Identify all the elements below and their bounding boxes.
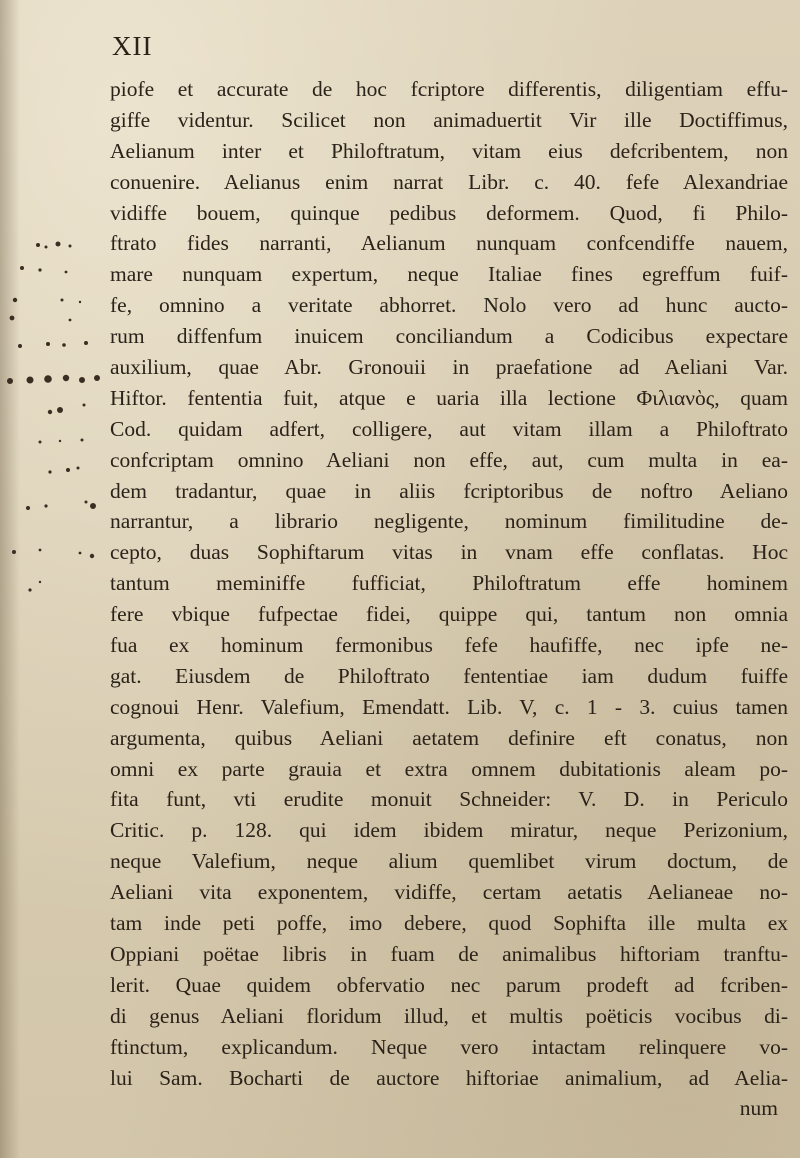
text-line: lerit. Quae quidem obfervatio nec parum prodeft ad fcriben- — [110, 972, 788, 997]
text-line: gat. Eiusdem de Philoftrato fententiae iam dudum fuiffe — [110, 663, 788, 688]
text-line: tantum meminiffe fufficiat, Philoftratum effe hominem — [110, 571, 788, 596]
text-line: ftrato fides narranti, Aelianum nunquam confcendiffe nauem, — [110, 231, 788, 256]
text-line: argumenta, quibus Aeliani aetatem definire eft conatus, non — [110, 725, 788, 750]
text-line: tam inde peti poffe, imo debere, quod Sophifta ille multa ex — [110, 911, 788, 936]
text-line: narrantur, a librario negligente, nominum fimilitudine de- — [110, 509, 788, 534]
catchword: num — [739, 1096, 778, 1121]
text-line: Aeliani vita exponentem, vidiffe, certam aetatis Aelianeae no- — [110, 880, 788, 905]
text-line: vidiffe bouem, quinque pedibus deformem. Quod, fi Philo- — [110, 200, 788, 225]
text-line: Aelianum inter et Philoftratum, vitam eius defcribentem, non — [110, 138, 788, 163]
text-line: dem tradantur, quae in aliis fcriptoribus de noftro Aeliano — [110, 478, 788, 503]
text-line: fua ex hominum fermonibus fefe haufiffe, nec ipfe ne- — [110, 633, 788, 658]
text-line: di genus Aeliani floridum illud, et multis poëticis vocibus di- — [110, 1003, 788, 1028]
text-line: cognoui Henr. Valefium, Emendatt. Lib. V, c. 1 - 3. cuius tamen — [110, 694, 788, 719]
page-number: XII — [112, 31, 153, 61]
text-line: fe, omnino a veritate abhorret. Nolo vero ad hunc aucto- — [110, 293, 788, 318]
text-line: confcriptam omnino Aeliani non effe, aut, cum multa in ea- — [110, 447, 788, 472]
text-line: lui Sam. Bocharti de auctore hiftoriae animalium, ad Aelia- — [110, 1065, 788, 1090]
text-line: giffe videntur. Scilicet non animaduertit Vir ille Doctiffimus, — [110, 107, 788, 132]
text-line: omni ex parte grauia et extra omnem dubitationis aleam po- — [110, 756, 788, 781]
text-line: cepto, duas Sophiftarum vitas in vnam effe conflatas. Hoc — [110, 540, 788, 565]
text-line: mare nunquam expertum, neque Italiae fines egreffum fuif- — [110, 262, 788, 287]
text-line: Hiftor. fententia fuit, atque e uaria illa lectione Φιλιανὸς, quam — [110, 385, 788, 410]
text-line: Oppiani poëtae libris in fuam de animalibus hiftoriam tranftu- — [110, 941, 788, 966]
text-line: auxilium, quae Abr. Gronouii in praefatione ad Aeliani Var. — [110, 355, 788, 380]
text-line: Cod. quidam adfert, colligere, aut vitam illam a Philoftrato — [110, 416, 788, 441]
text-line: ftinctum, explicandum. Neque vero intactam relinquere vo- — [110, 1034, 788, 1059]
text-line: conuenire. Aelianus enim narrat Libr. c. 40. fefe Alexandriae — [110, 169, 788, 194]
text-line: piofe et accurate de hoc fcriptore differentis, diligentiam effu- — [110, 77, 788, 101]
text-line: neque Valefium, neque alium quemlibet virum doctum, de — [110, 849, 788, 874]
text-line: Critic. p. 128. qui idem ibidem miratur, neque Perizonium, — [110, 818, 788, 843]
ink-specks — [0, 0, 110, 620]
body-text — [110, 74, 788, 1124]
text-line: fere vbique fufpectae fidei, quippe qui, tantum non omnia — [110, 602, 788, 627]
text-line: rum diffenfum inuicem conciliandum a Codicibus expectare — [110, 324, 788, 349]
text-line: fita funt, vti erudite monuit Schneider: V. D. in Periculo — [110, 787, 788, 812]
